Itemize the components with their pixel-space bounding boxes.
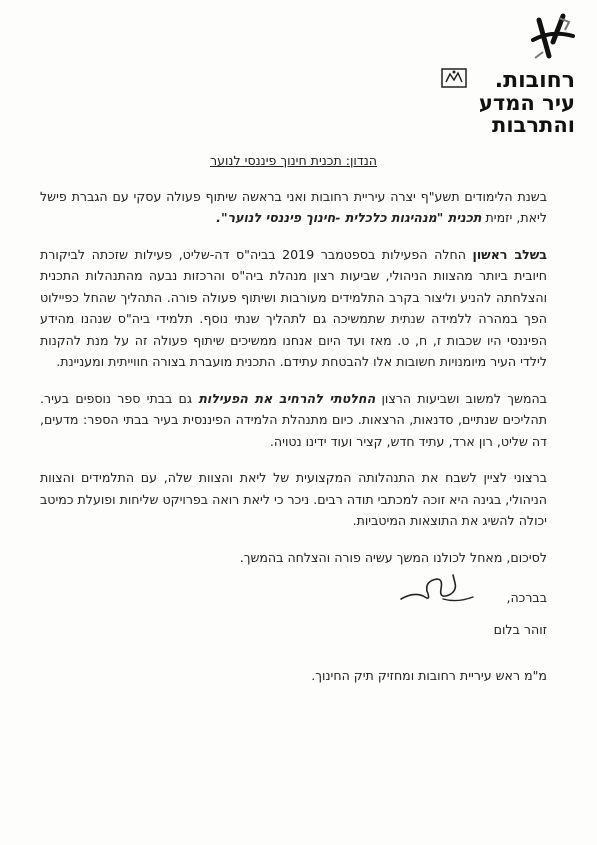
logo-mark-icon bbox=[529, 12, 579, 64]
signer-title: מ"מ ראש עיריית רחובות ומחזיק תיק החינוך. bbox=[311, 667, 547, 683]
paragraph-expansion-text-2: גם בבתי ספר נוספים בעיר. תהליכים שנתיים, סדנאות, הרצאות. כיום מתנהלת הלמידה הפיננסית בעיר בבתי הספר: מדעים, דה שליט, רון ארד, עתיד חדש, קציר ועוד ידינו נטויה. bbox=[40, 390, 547, 449]
signer-name: זוהר בלום bbox=[493, 622, 547, 637]
letter-subject: הנדון: תכנית חינוך פיננסי לנוער bbox=[210, 153, 377, 168]
expansion-decision: החלטתי להרחיב את הפעילות bbox=[198, 390, 376, 406]
paragraph-intro bbox=[40, 186, 547, 229]
paragraph-summary: לסיכום, מאחל לכולנו המשך עשיה פורה והצלחה בהמשך. bbox=[239, 549, 547, 565]
paragraph-expansion-text-1: בהמשך למשוב ושביעות הרצון bbox=[375, 390, 548, 406]
logo-text-city: רחובות. bbox=[494, 68, 575, 93]
paragraph-expansion bbox=[40, 388, 547, 453]
logo-emblem-icon bbox=[441, 68, 467, 88]
program-name: תכנית "מנהיגות כלכלית -חינוך פיננסי לנוער". bbox=[216, 210, 482, 225]
paragraph-first-stage bbox=[40, 244, 547, 373]
paragraph-praise: ברצוני לציין לשבח את התנהלותה המקצועית של ליאת והצוות שלה, עם התלמידים והצוות הניהולי, בגינה היא זוכה למכתבי תודה רבים. ניכר כי ליאת רואה בפרויקט שליחות ופועלת כמיטב יכולה להשיג את התוצאות המיטביות. bbox=[40, 470, 547, 528]
municipality-logo bbox=[409, 12, 579, 137]
signature-block bbox=[40, 583, 547, 613]
first-stage-label: בשלב ראשון bbox=[472, 246, 547, 262]
logo-text-culture: והתרבות bbox=[492, 113, 575, 137]
handwritten-signature-icon bbox=[397, 569, 477, 609]
logo-text-science: עיר המדע bbox=[478, 91, 575, 115]
paragraph-intro-text: בשנת הלימודים תשע"ף יצרה עיריית רחובות ואני בראשה שיתוף פעולה עסקי עם הגברת פישל ליאת, יזמית bbox=[40, 188, 547, 225]
greeting: בברכה, bbox=[506, 590, 547, 605]
paragraph-first-stage-text: החלה הפעילות בספטמבר 2019 בביה"ס דה-שליט, פעילות שזכתה לביקורת חיובית ביותר מהצוות הניהולי, שביעות רצון מנהלת ביה"ס והרכזות נבעה מהתנהלות התכנית והצלחתה להניע וליצור בקרב התלמידים מעורבות ושיתוף פעולה פורה. התהליך שהחל כפיילוט הפך במהרה ללמידה שנתית שתמשיכה גם לתהליך שנתי נוסף. תלמידי ביה"ס שנהנו מהידע הפיננסי היו שכבות ז, ח, ט. מאז ועד היום אנחנו ממשיכים שיתוף פעולה זה על מנת להקנות לילדי העיר מיומנויות חשובות אלו להבטחת עתידם. התכנית מועברת בצורה חווייתית ומעניינת. bbox=[40, 246, 547, 369]
letter-body bbox=[40, 150, 547, 686]
